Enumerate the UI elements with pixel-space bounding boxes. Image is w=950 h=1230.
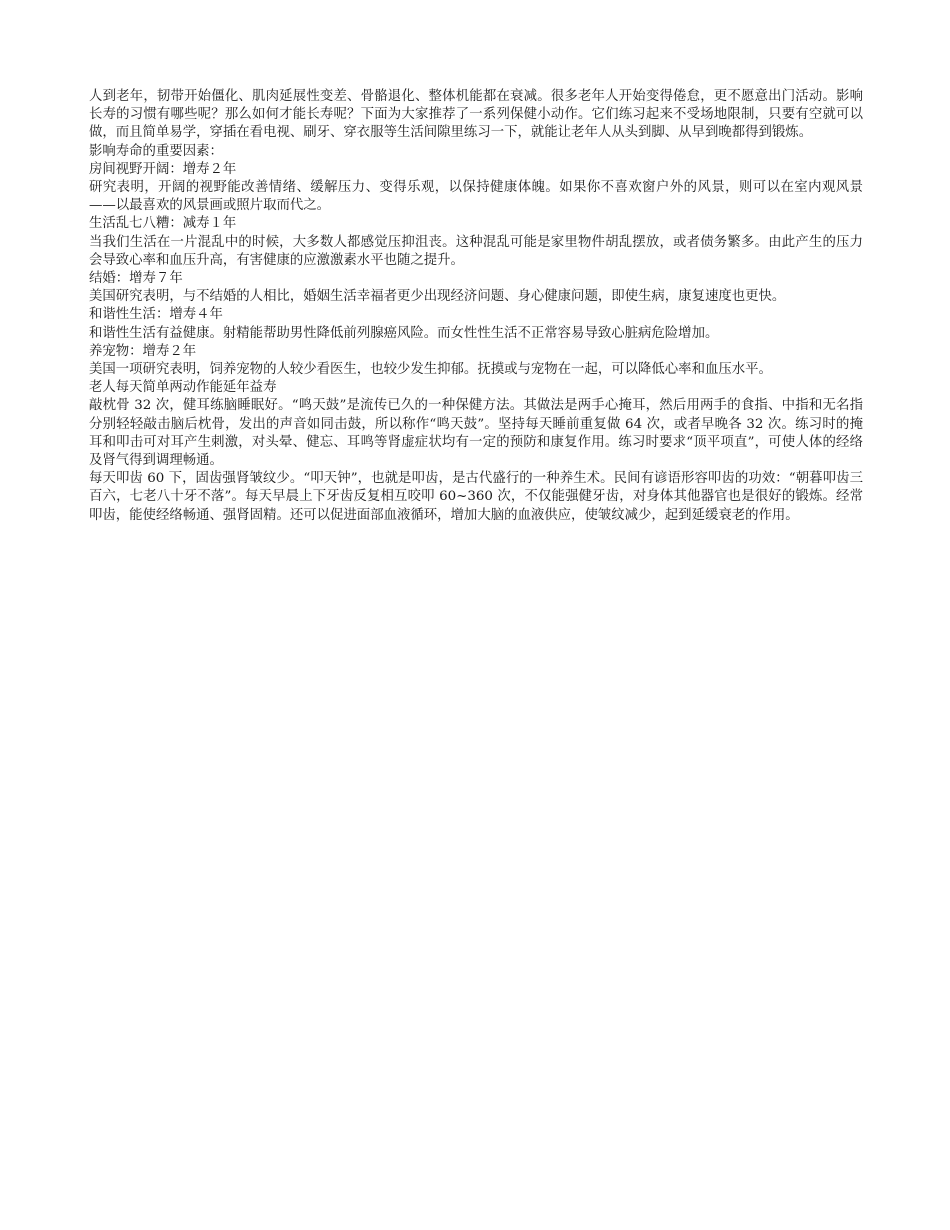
factor-body-view: 研究表明，开阔的视野能改善情绪、缓解压力、变得乐观，以保持健康体魄。如果你不喜欢窗户外的风景，则可以在室内观风景——以最喜欢的风景画或照片取而代之。 [89, 180, 863, 214]
factors-heading: 影响寿命的重要因素： [89, 143, 223, 159]
factor-heading-marriage: 结婚：增寿７年 [89, 271, 183, 287]
article-body [89, 88, 863, 525]
factor-body-clutter: 当我们生活在一片混乱中的时候，大多数人都感觉压抑沮丧。这种混乱可能是家里物件胡乱摆放，或者债务繁多。由此产生的压力会导致心率和血压升高，有害健康的应激激素水平也随之提升。 [89, 234, 863, 268]
exercise-paragraph-ear: 敲枕骨 32 次，健耳练脑睡眠好。“鸣天鼓”是流传已久的一种保健方法。其做法是两手心掩耳，然后用两手的食指、中指和无名指分别轻轻敲击脑后枕骨，发出的声音如同击鼓，所以称作“鸣天鼓”。坚持每天睡前重复做 64 次，或者早晚各 32 次。练习时的掩耳和叩击可对耳产生刺激，对头晕、健忘、耳鸣等肾虚症状均有一定的预防和康复作用。练习时要求“顶平项直”，可使人体的经络及肾气得到调理畅通。 [89, 398, 863, 469]
intro-paragraph: 人到老年，韧带开始僵化、肌肉延展性变差、骨骼退化、整体机能都在衰减。很多老年人开始变得倦怠，更不愿意出门活动。影响长寿的习惯有哪些呢？那么如何才能长寿呢？下面为大家推荐了一系列保健小动作。它们练习起来不受场地限制，只要有空就可以做，而且简单易学，穿插在看电视、刷牙、穿衣服等生活间隙里练习一下，就能让老年人从头到脚、从早到晚都得到锻炼。 [89, 89, 863, 141]
factor-body-marriage: 美国研究表明，与不结婚的人相比，婚姻生活幸福者更少出现经济问题、身心健康问题，即使生病，康复速度也更快。 [89, 289, 786, 305]
factor-heading-sex-life: 和谐性生活：增寿４年 [89, 307, 223, 323]
factor-body-pets: 美国一项研究表明，饲养宠物的人较少看医生，也较少发生抑郁。抚摸或与宠物在一起，可以降低心率和血压水平。 [89, 362, 772, 378]
exercise-paragraph-teeth: 每天叩齿 60 下，固齿强肾皱纹少。“叩天钟”，也就是叩齿，是古代盛行的一种养生术。民间有谚语形容叩齿的功效：“朝暮叩齿三百六，七老八十牙不落”。每天早晨上下牙齿反复相互咬叩 60~360 次，不仅能强健牙齿，对身体其他器官也是很好的锻炼。经常叩齿，能使经络畅通、强肾固精。还可以促进面部血液循环，增加大脑的血液供应，使皱纹减少，起到延缓衰老的作用。 [89, 471, 863, 523]
factor-heading-clutter: 生活乱七八糟：减寿１年 [89, 216, 237, 232]
exercise-heading: 老人每天简单两动作能延年益寿 [89, 380, 277, 396]
factor-body-sex-life: 和谐性生活有益健康。射精能帮助男性降低前列腺癌风险。而女性性生活不正常容易导致心脏病危险增加。 [89, 325, 719, 341]
factor-heading-view: 房间视野开阔：增寿２年 [89, 161, 237, 177]
factor-heading-pets: 养宠物：增寿２年 [89, 343, 197, 359]
